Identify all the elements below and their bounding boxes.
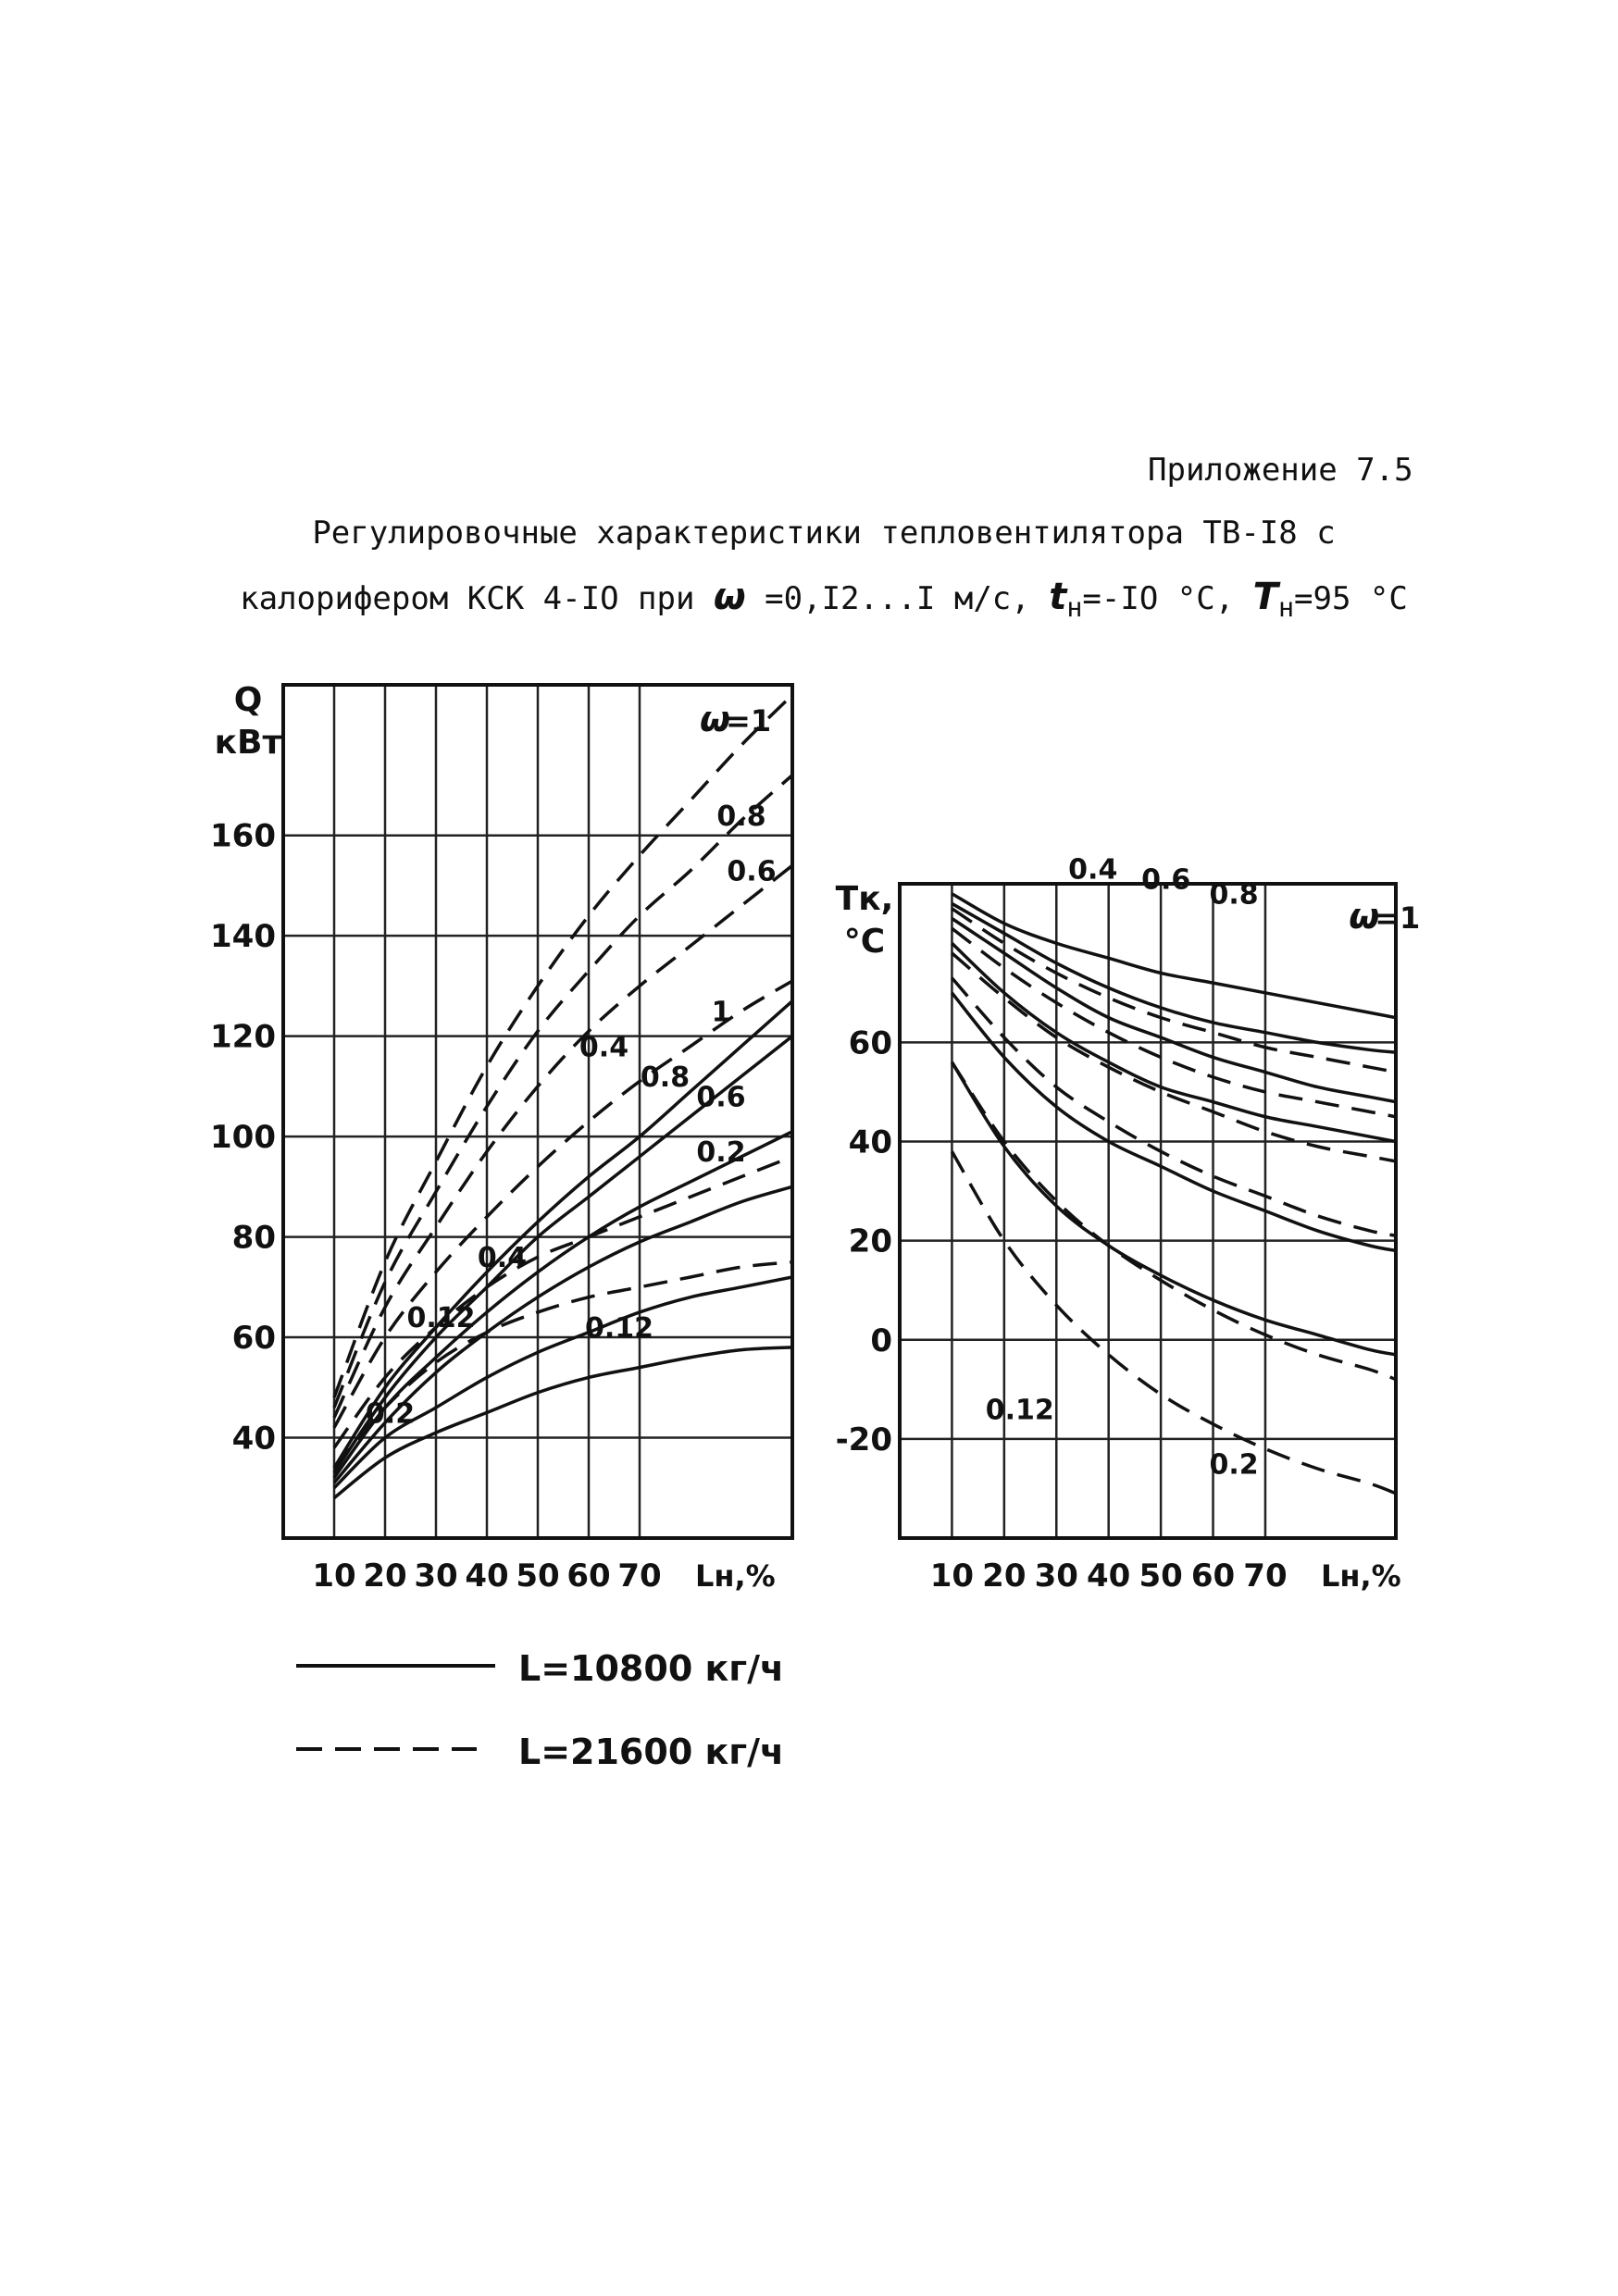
chart-1-ylabel-1: Tк, [835,880,894,918]
chart-0-y-tick-label: 140 [210,918,276,956]
caption-T: T [1252,576,1278,618]
chart-0-y-tick-label: 100 [210,1119,276,1157]
chart-1-series-dashed-1 [952,909,1396,1073]
chart-0-x-tick-label: 50 [516,1558,560,1595]
caption-omega: ω [713,576,746,618]
chart-0-x-tick-label: 70 [617,1558,662,1595]
chart-0-x-tick-label: 10 [312,1558,356,1595]
chart-1-x-tick-label: 20 [982,1558,1027,1595]
chart-0-y-tick-label: 80 [231,1219,276,1257]
chart-0-curve-label: 0.12 [406,1302,476,1335]
chart-0-curve-label: 1 [711,996,731,1029]
chart-0-ylabel-2: кВт [214,724,282,762]
chart-1-x-tick-label: 50 [1139,1558,1183,1595]
chart-0-curve-label: 0.8 [640,1061,691,1094]
chart-0-x-tick-label: 60 [566,1558,611,1595]
caption-part-c: =-IO °С, [1082,580,1235,617]
caption-part-a: калорифером КСК 4-IO при [240,580,695,617]
chart-1-curve-label: 0.8 [1209,878,1259,912]
chart-0-xlabel: Lн,% [695,1558,776,1594]
chart-1-ylabel-2: °С [843,923,886,961]
chart-0-omega-value: =1 [726,703,772,738]
chart-1-xlabel: Lн,% [1320,1558,1401,1594]
chart-0-y-tick-label: 60 [231,1320,276,1358]
chart-1-x-tick-label: 70 [1243,1558,1288,1595]
chart-0-x-tick-label: 40 [465,1558,509,1595]
chart-1-curve-label: 0.4 [1068,853,1118,887]
chart-0-y-tick-label: 160 [210,817,276,855]
chart-0-series-dashed-0_4 [334,981,792,1431]
chart-1-omega-value: =1 [1375,900,1421,937]
chart-1-y-tick-label: 40 [848,1123,892,1161]
chart-0-curve-label: 0.12 [584,1312,654,1346]
chart-0-curve-label: 0.2 [696,1136,746,1170]
caption-T-sub: н [1277,591,1295,623]
chart-0-curve-label: 0.4 [477,1242,528,1275]
legend-solid-label: L=10800 кг/ч [518,1648,785,1689]
legend-dashed-label: L=21600 кг/ч [518,1731,785,1772]
chart-0-curve-label: 0.2 [365,1397,416,1431]
chart-1-series-dashed-0_12 [952,1151,1396,1494]
chart-1-y-tick-label: 0 [870,1322,892,1359]
chart-1-x-tick-label: 30 [1034,1558,1078,1595]
chart-1-y-tick-label: 60 [848,1024,892,1062]
chart-0-x-tick-label: 20 [363,1558,407,1595]
caption-t: t [1049,576,1067,618]
chart-1-x-tick-label: 60 [1190,1558,1236,1595]
chart-0-ylabel-1: Q [233,681,263,719]
chart-1-series-solid-0_12 [952,1062,1396,1355]
chart-0-curve-label: 0.4 [579,1031,629,1064]
chart-1-curve-label: 0.6 [1141,863,1191,897]
chart-0-y-tick-label: 120 [210,1018,276,1056]
caption-part-d: =95 °С [1294,580,1408,617]
chart-1-omega-symbol: ω [1349,896,1380,937]
chart-0-curve-label: 0.8 [716,800,766,833]
chart-1-x-tick-label: 40 [1087,1558,1131,1595]
outlet-temperature-chart [836,854,1421,1595]
chart-0-x-tick-label: 30 [414,1558,458,1595]
chart-1-x-tick-label: 10 [929,1558,975,1595]
chart-0-series-solid-0_2 [334,1277,792,1488]
chart-0-omega-symbol: ω [700,699,731,739]
chart-1-curve-label: 0.2 [1209,1448,1259,1482]
appendix-label: Приложение 7.5 [1148,452,1413,489]
chart-1-y-tick-label: -20 [835,1421,892,1458]
chart-1-curve-label: 0.12 [985,1394,1054,1427]
caption-line-1: Регулировочные характеристики тепловентилятора ТВ-I8 с [312,515,1336,552]
heat-output-chart [210,681,792,1595]
chart-1-y-tick-label: 20 [848,1222,892,1260]
chart-0-y-tick-label: 40 [231,1420,276,1458]
chart-0-curve-label: 0.6 [727,855,777,888]
caption-part-b: =0,I2...I м/с, [765,580,1030,617]
chart-0-curve-label: 0.6 [696,1081,746,1114]
caption-t-sub: н [1066,591,1083,623]
chart-1-series-dashed-0_4 [952,978,1396,1236]
chart-1-series-solid-1 [952,894,1396,1018]
legend [296,1648,784,1772]
chart-1-series-solid-0_2 [952,993,1396,1251]
